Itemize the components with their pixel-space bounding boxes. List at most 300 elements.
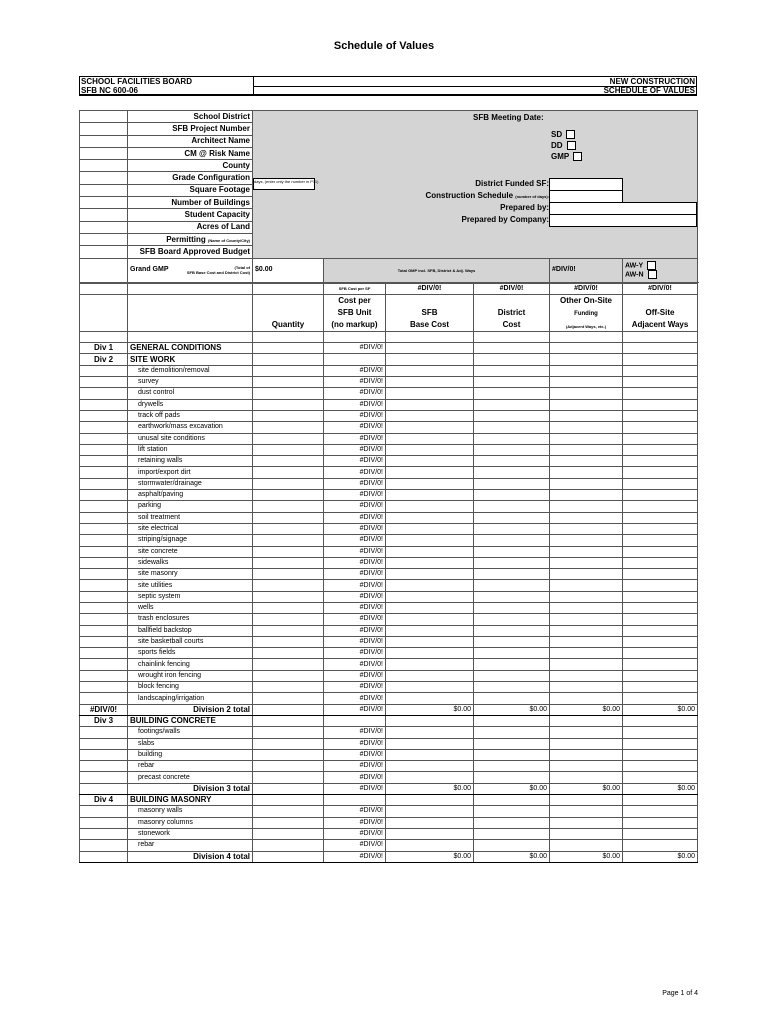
line-item-name: stormwater/drainage [128, 478, 253, 489]
aw-checkboxes [623, 258, 698, 282]
district-cost-cell[interactable] [474, 636, 550, 647]
other-cost-cell[interactable] [550, 523, 623, 534]
quantity-cell[interactable] [253, 806, 324, 817]
quantity-cell[interactable] [253, 840, 324, 851]
quantity-cell[interactable] [253, 648, 324, 659]
other-cost-cell[interactable] [550, 772, 623, 783]
district-cost-cell[interactable] [474, 749, 550, 760]
total-code [80, 783, 128, 794]
info-blank-cell [80, 111, 128, 123]
division-code: Div 4 [80, 795, 128, 806]
awy-checkbox[interactable] [647, 261, 656, 270]
quantity-cell[interactable] [253, 557, 324, 568]
offsite-cost-cell[interactable] [623, 467, 698, 478]
blank [80, 294, 128, 331]
district-cost-header [474, 294, 550, 331]
other-cost-cell[interactable] [550, 602, 623, 613]
blank [80, 636, 128, 647]
district-cost-cell[interactable] [474, 557, 550, 568]
page-number: Page 1 of 4 [662, 990, 698, 997]
quantity-cell[interactable] [253, 636, 324, 647]
offsite-cost-cell[interactable] [623, 490, 698, 501]
district-cost-cell[interactable] [474, 501, 550, 512]
quantity-cell[interactable] [253, 410, 324, 421]
other-cost-cell[interactable] [550, 761, 623, 772]
offsite-cost-cell[interactable] [623, 456, 698, 467]
other-cost-cell[interactable] [550, 682, 623, 693]
blank [80, 670, 128, 681]
sfb-cost-cell[interactable] [386, 478, 474, 489]
unit-cost-cell: #DIV/0! [324, 636, 386, 647]
sfb-cost-cell[interactable] [386, 467, 474, 478]
sfb-cost-cell[interactable] [386, 840, 474, 851]
construction-type: NEW CONSTRUCTION [609, 77, 695, 86]
other-cost-cell[interactable] [550, 478, 623, 489]
blank [80, 625, 128, 636]
info-table [79, 110, 698, 283]
district-cost-cell[interactable] [474, 806, 550, 817]
offsite-cost-cell[interactable] [623, 682, 698, 693]
sfb-cost-cell[interactable] [386, 591, 474, 602]
district-cost-cell[interactable] [474, 682, 550, 693]
quantity-cell[interactable] [253, 727, 324, 738]
unit-cost-cell: #DIV/0! [324, 591, 386, 602]
district-cost-cell[interactable] [474, 535, 550, 546]
permitting-note: (Name of County/City) [208, 237, 250, 243]
info-blank-cell [80, 160, 128, 172]
offsite-cost-cell[interactable] [623, 433, 698, 444]
line-item-name: retaining walls [128, 456, 253, 467]
other-cost-cell[interactable] [550, 557, 623, 568]
offsite-cost-cell[interactable] [623, 602, 698, 613]
blank [80, 410, 128, 421]
blank [80, 659, 128, 670]
district-cost-cell[interactable] [474, 670, 550, 681]
other-cost-cell[interactable] [550, 343, 623, 354]
district-cost-cell[interactable] [474, 591, 550, 602]
quantity-cell[interactable] [253, 546, 324, 557]
other-cost-cell[interactable] [550, 840, 623, 851]
quantity-cell[interactable] [253, 795, 324, 806]
quantity-cell[interactable] [253, 365, 324, 376]
sfb-cost-cell[interactable] [386, 795, 474, 806]
unit-cost-cell: #DIV/0! [324, 738, 386, 749]
sfb-cost-cell[interactable] [386, 772, 474, 783]
district-cost-cell[interactable] [474, 410, 550, 421]
other-cost-cell[interactable] [550, 817, 623, 828]
unit-cost-cell: #DIV/0! [324, 343, 386, 354]
awn-checkbox[interactable] [648, 270, 657, 279]
district-cost-cell[interactable] [474, 512, 550, 523]
division-total-label: Division 3 total [128, 783, 253, 794]
district-cost-cell[interactable] [474, 569, 550, 580]
unit-cost-cell: #DIV/0! [324, 557, 386, 568]
blank [80, 693, 128, 704]
line-item-name: septic system [128, 591, 253, 602]
grand-note2: SFB Base Cost and District Cost) [186, 270, 250, 276]
district-cost-cell[interactable] [474, 602, 550, 613]
district-cost-cell[interactable] [474, 546, 550, 557]
quantity-cell[interactable] [253, 512, 324, 523]
district-2: Cost [502, 319, 521, 329]
unit-cost-cell: #DIV/0! [324, 772, 386, 783]
quantity-cell[interactable] [253, 670, 324, 681]
unit-cost-cell: #DIV/0! [324, 580, 386, 591]
sfb-cost-cell[interactable] [386, 625, 474, 636]
other-cost-cell[interactable] [550, 535, 623, 546]
sfb-cost-cell[interactable] [386, 806, 474, 817]
offsite-cost-cell[interactable] [623, 523, 698, 534]
other-total: $0.00 [550, 851, 623, 862]
line-item-name: striping/signage [128, 535, 253, 546]
other-cost-cell[interactable] [550, 467, 623, 478]
other-cost-cell[interactable] [550, 693, 623, 704]
quantity-cell[interactable] [253, 749, 324, 760]
offsite-cost-cell[interactable] [623, 625, 698, 636]
other-cost-cell[interactable] [550, 614, 623, 625]
offsite-cost-cell[interactable] [623, 365, 698, 376]
other-cost-cell[interactable] [550, 456, 623, 467]
offsite-cost-cell[interactable] [623, 399, 698, 410]
district-cost-cell[interactable] [474, 343, 550, 354]
quantity-cell[interactable] [253, 682, 324, 693]
district-cost-cell[interactable] [474, 795, 550, 806]
offsite-cost-cell[interactable] [623, 444, 698, 455]
district-cost-cell[interactable] [474, 715, 550, 726]
offsite-cost-cell[interactable] [623, 377, 698, 388]
blank [80, 490, 128, 501]
blank [80, 388, 128, 399]
division-total-label: Division 4 total [128, 851, 253, 862]
quantity-cell[interactable] [253, 738, 324, 749]
offsite-cost-cell[interactable] [623, 580, 698, 591]
sfb-cost-cell[interactable] [386, 749, 474, 760]
sfb-cost-cell[interactable] [386, 817, 474, 828]
sfb-cost-cell[interactable] [386, 343, 474, 354]
other-cost-cell[interactable] [550, 659, 623, 670]
sfb-cost-cell[interactable] [386, 365, 474, 376]
quantity-cell[interactable] [253, 569, 324, 580]
other-cost-cell[interactable] [550, 388, 623, 399]
dd-checkbox[interactable] [567, 141, 576, 150]
sfb-cost-cell[interactable] [386, 410, 474, 421]
gmp-label: GMP [551, 152, 570, 161]
offsite-cost-cell[interactable] [623, 512, 698, 523]
quantity-cell[interactable] [253, 828, 324, 839]
sfb-cost-cell[interactable] [386, 377, 474, 388]
offsite-cost-cell[interactable] [623, 693, 698, 704]
district-cost-cell[interactable] [474, 478, 550, 489]
sfb-cost-cell[interactable] [386, 761, 474, 772]
sfb-cost-cell[interactable] [386, 523, 474, 534]
offsite-cost-cell[interactable] [623, 591, 698, 602]
grand-gmp-text: Grand GMP [130, 266, 169, 274]
offsite-cost-cell[interactable] [623, 422, 698, 433]
quantity-cell[interactable] [253, 693, 324, 704]
other-cost-cell[interactable] [550, 569, 623, 580]
sfb-cost-cell[interactable] [386, 648, 474, 659]
other-cost-cell[interactable] [550, 354, 623, 365]
district-cost-cell[interactable] [474, 659, 550, 670]
sfb-cost-cell[interactable] [386, 512, 474, 523]
quantity-cell[interactable] [253, 580, 324, 591]
line-item-name: unusal site conditions [128, 433, 253, 444]
offsite-cost-cell[interactable] [623, 410, 698, 421]
other-cost-cell[interactable] [550, 670, 623, 681]
blank [128, 331, 253, 342]
other-cost-cell[interactable] [550, 433, 623, 444]
offsite-cost-cell[interactable] [623, 727, 698, 738]
quantity-cell[interactable] [253, 715, 324, 726]
sfb-cost-cell[interactable] [386, 715, 474, 726]
blank [80, 422, 128, 433]
quantity-cell[interactable] [253, 377, 324, 388]
district-cost-cell[interactable] [474, 399, 550, 410]
sfb-cost-cell[interactable] [386, 682, 474, 693]
line-item-name: chainlink fencing [128, 659, 253, 670]
info-blank-cell [80, 233, 128, 245]
other-cost-cell[interactable] [550, 512, 623, 523]
other-cost-cell[interactable] [550, 501, 623, 512]
unit-cost-cell: #DIV/0! [324, 761, 386, 772]
sd-checkbox[interactable] [566, 130, 575, 139]
grand-gmp-value: $0.00 [253, 258, 324, 282]
sfb-cost-cell[interactable] [386, 501, 474, 512]
blank [80, 840, 128, 851]
other-cost-cell[interactable] [550, 580, 623, 591]
sfb-cost-cell[interactable] [386, 670, 474, 681]
district-cost-cell[interactable] [474, 614, 550, 625]
other-cost-cell[interactable] [550, 806, 623, 817]
sfb-cost-cell[interactable] [386, 693, 474, 704]
blank [80, 444, 128, 455]
blank [80, 478, 128, 489]
sfb-cost-cell[interactable] [386, 602, 474, 613]
quantity-cell[interactable] [253, 490, 324, 501]
offsite-cost-cell[interactable] [623, 738, 698, 749]
quantity-cell[interactable] [253, 761, 324, 772]
sfb-cost-cell[interactable] [386, 433, 474, 444]
sfb-total: $0.00 [386, 704, 474, 715]
prepared-company-input[interactable] [549, 214, 697, 227]
quantity-cell[interactable] [253, 523, 324, 534]
acres-of-land-label: Acres of Land [128, 221, 253, 233]
sfb-cost-cell[interactable] [386, 659, 474, 670]
district-cost-cell[interactable] [474, 422, 550, 433]
other-cost-cell[interactable] [550, 738, 623, 749]
sfb-cost-cell[interactable] [386, 828, 474, 839]
district-cost-cell[interactable] [474, 365, 550, 376]
sfb-cost-cell[interactable] [386, 557, 474, 568]
other-cost-cell[interactable] [550, 365, 623, 376]
offsite-cost-cell[interactable] [623, 772, 698, 783]
district-cost-cell[interactable] [474, 693, 550, 704]
quantity-cell[interactable] [253, 772, 324, 783]
line-item-name: wrought iron fencing [128, 670, 253, 681]
offsite-cost-cell[interactable] [623, 806, 698, 817]
quantity-cell[interactable] [253, 399, 324, 410]
quantity-cell[interactable] [253, 478, 324, 489]
gmp-checkbox[interactable] [573, 152, 582, 161]
quantity-cell[interactable] [253, 602, 324, 613]
offsite-cost-cell[interactable] [623, 761, 698, 772]
district-cost-cell[interactable] [474, 467, 550, 478]
unit-cost-cell: #DIV/0! [324, 388, 386, 399]
other-cost-cell[interactable] [550, 546, 623, 557]
unit-cost-total: #DIV/0! [324, 783, 386, 794]
sfb-cost-cell[interactable] [386, 422, 474, 433]
quantity-cell[interactable] [253, 354, 324, 365]
offsite-cost-cell[interactable] [623, 343, 698, 354]
other-cost-cell[interactable] [550, 410, 623, 421]
offsite-cost-cell[interactable] [623, 354, 698, 365]
blank [80, 806, 128, 817]
sfb-cost-cell[interactable] [386, 354, 474, 365]
sfb-cost-cell[interactable] [386, 388, 474, 399]
quantity-cell[interactable] [253, 591, 324, 602]
other-cost-cell[interactable] [550, 399, 623, 410]
sfb-cost-cell[interactable] [386, 569, 474, 580]
unit-cost-cell: #DIV/0! [324, 840, 386, 851]
quantity-cell[interactable] [253, 444, 324, 455]
other-cost-cell[interactable] [550, 828, 623, 839]
sfb-cost-cell[interactable] [386, 546, 474, 557]
quantity-cell[interactable] [253, 659, 324, 670]
district-cost-cell[interactable] [474, 456, 550, 467]
quantity-cell[interactable] [253, 467, 324, 478]
days-note: days, (enter only the number in P11) [253, 178, 315, 190]
district-cost-cell[interactable] [474, 388, 550, 399]
district-cost-cell[interactable] [474, 354, 550, 365]
offsite-cost-cell[interactable] [623, 478, 698, 489]
total-code: #DIV/0! [80, 704, 128, 715]
line-item-name: site utilities [128, 580, 253, 591]
line-item-name: lift station [128, 444, 253, 455]
offsite-cost-cell[interactable] [623, 636, 698, 647]
sfb-cost-cell[interactable] [386, 456, 474, 467]
other-cost-cell[interactable] [550, 749, 623, 760]
district-cost-cell[interactable] [474, 444, 550, 455]
other-cost-cell[interactable] [550, 795, 623, 806]
offsite-cost-cell[interactable] [623, 569, 698, 580]
offsite-cost-cell[interactable] [623, 388, 698, 399]
unit-cost-cell: #DIV/0! [324, 828, 386, 839]
district-cost-cell[interactable] [474, 738, 550, 749]
quantity-cell[interactable] [253, 614, 324, 625]
sfb-1: SFB [421, 307, 438, 317]
sfb-cost-cell[interactable] [386, 614, 474, 625]
offsite-cost-cell[interactable] [623, 648, 698, 659]
offsite-cost-cell[interactable] [623, 670, 698, 681]
construction-schedule-label [425, 191, 549, 201]
district-total: $0.00 [474, 783, 550, 794]
blank [80, 365, 128, 376]
other-cost-cell[interactable] [550, 422, 623, 433]
offsite-cost-cell[interactable] [623, 840, 698, 851]
page-title: Schedule of Values [333, 40, 435, 52]
district-cost-cell[interactable] [474, 377, 550, 388]
offsite-cost-cell[interactable] [623, 501, 698, 512]
line-item-name: sports fields [128, 648, 253, 659]
other-cost-cell[interactable] [550, 377, 623, 388]
district-cost-cell[interactable] [474, 433, 550, 444]
line-item-name: site concrete [128, 546, 253, 557]
line-item-name: footings/walls [128, 727, 253, 738]
district-cost-cell[interactable] [474, 625, 550, 636]
other-cost-cell[interactable] [550, 625, 623, 636]
offsite-cost-cell[interactable] [623, 817, 698, 828]
other-cost-cell[interactable] [550, 727, 623, 738]
prepared-by-label: Prepared by: [500, 203, 550, 212]
sfb-cost-cell[interactable] [386, 727, 474, 738]
district-cost-cell[interactable] [474, 761, 550, 772]
quantity-cell[interactable] [253, 388, 324, 399]
district-cost-cell[interactable] [474, 840, 550, 851]
quantity-cell[interactable] [253, 625, 324, 636]
district-cost-cell[interactable] [474, 772, 550, 783]
schedule-type: SCHEDULE OF VALUES [603, 86, 695, 95]
district-cost-cell[interactable] [474, 817, 550, 828]
quantity-cell[interactable] [253, 535, 324, 546]
sfb-cost-cell[interactable] [386, 580, 474, 591]
line-item-name: soil treatment [128, 512, 253, 523]
sfb-cost-cell[interactable] [386, 636, 474, 647]
offsite-cost-cell[interactable] [623, 715, 698, 726]
other-cost-cell[interactable] [550, 636, 623, 647]
quantity-cell[interactable] [253, 817, 324, 828]
other-cost-cell[interactable] [550, 591, 623, 602]
unit-cost-cell [324, 795, 386, 806]
unit-cost-cell: #DIV/0! [324, 749, 386, 760]
blank [80, 828, 128, 839]
offsite-cost-cell[interactable] [623, 795, 698, 806]
district-cost-cell[interactable] [474, 580, 550, 591]
division-code: Div 2 [80, 354, 128, 365]
offsite-cost-cell[interactable] [623, 749, 698, 760]
offsite-cost-cell[interactable] [623, 828, 698, 839]
offsite-cost-cell[interactable] [623, 535, 698, 546]
blank [80, 614, 128, 625]
quantity-cell[interactable] [253, 433, 324, 444]
offsite-cost-cell[interactable] [623, 659, 698, 670]
district-cost-cell[interactable] [474, 828, 550, 839]
other-cost-cell[interactable] [550, 444, 623, 455]
district-cost-cell[interactable] [474, 727, 550, 738]
sfb-cost-cell[interactable] [386, 535, 474, 546]
other-cost-cell[interactable] [550, 715, 623, 726]
total-code [80, 851, 128, 862]
offsite-cost-cell[interactable] [623, 557, 698, 568]
offsite-cost-cell[interactable] [623, 546, 698, 557]
blank [253, 283, 324, 294]
quantity-cell[interactable] [253, 343, 324, 354]
other-cost-cell[interactable] [550, 648, 623, 659]
quantity-header [253, 294, 324, 331]
sfb-cost-cell[interactable] [386, 399, 474, 410]
offsite-cost-cell[interactable] [623, 614, 698, 625]
number-of-buildings-label: Number of Buildings [128, 197, 253, 209]
sfb-cost-cell[interactable] [386, 444, 474, 455]
district-cost-cell[interactable] [474, 490, 550, 501]
district-cost-cell[interactable] [474, 523, 550, 534]
quantity-cell[interactable] [253, 422, 324, 433]
district-cost-cell[interactable] [474, 648, 550, 659]
quantity-cell[interactable] [253, 501, 324, 512]
sfb-cost-cell[interactable] [386, 738, 474, 749]
quantity-cell[interactable] [253, 456, 324, 467]
sfb-cost-cell[interactable] [386, 490, 474, 501]
other-cost-cell[interactable] [550, 490, 623, 501]
